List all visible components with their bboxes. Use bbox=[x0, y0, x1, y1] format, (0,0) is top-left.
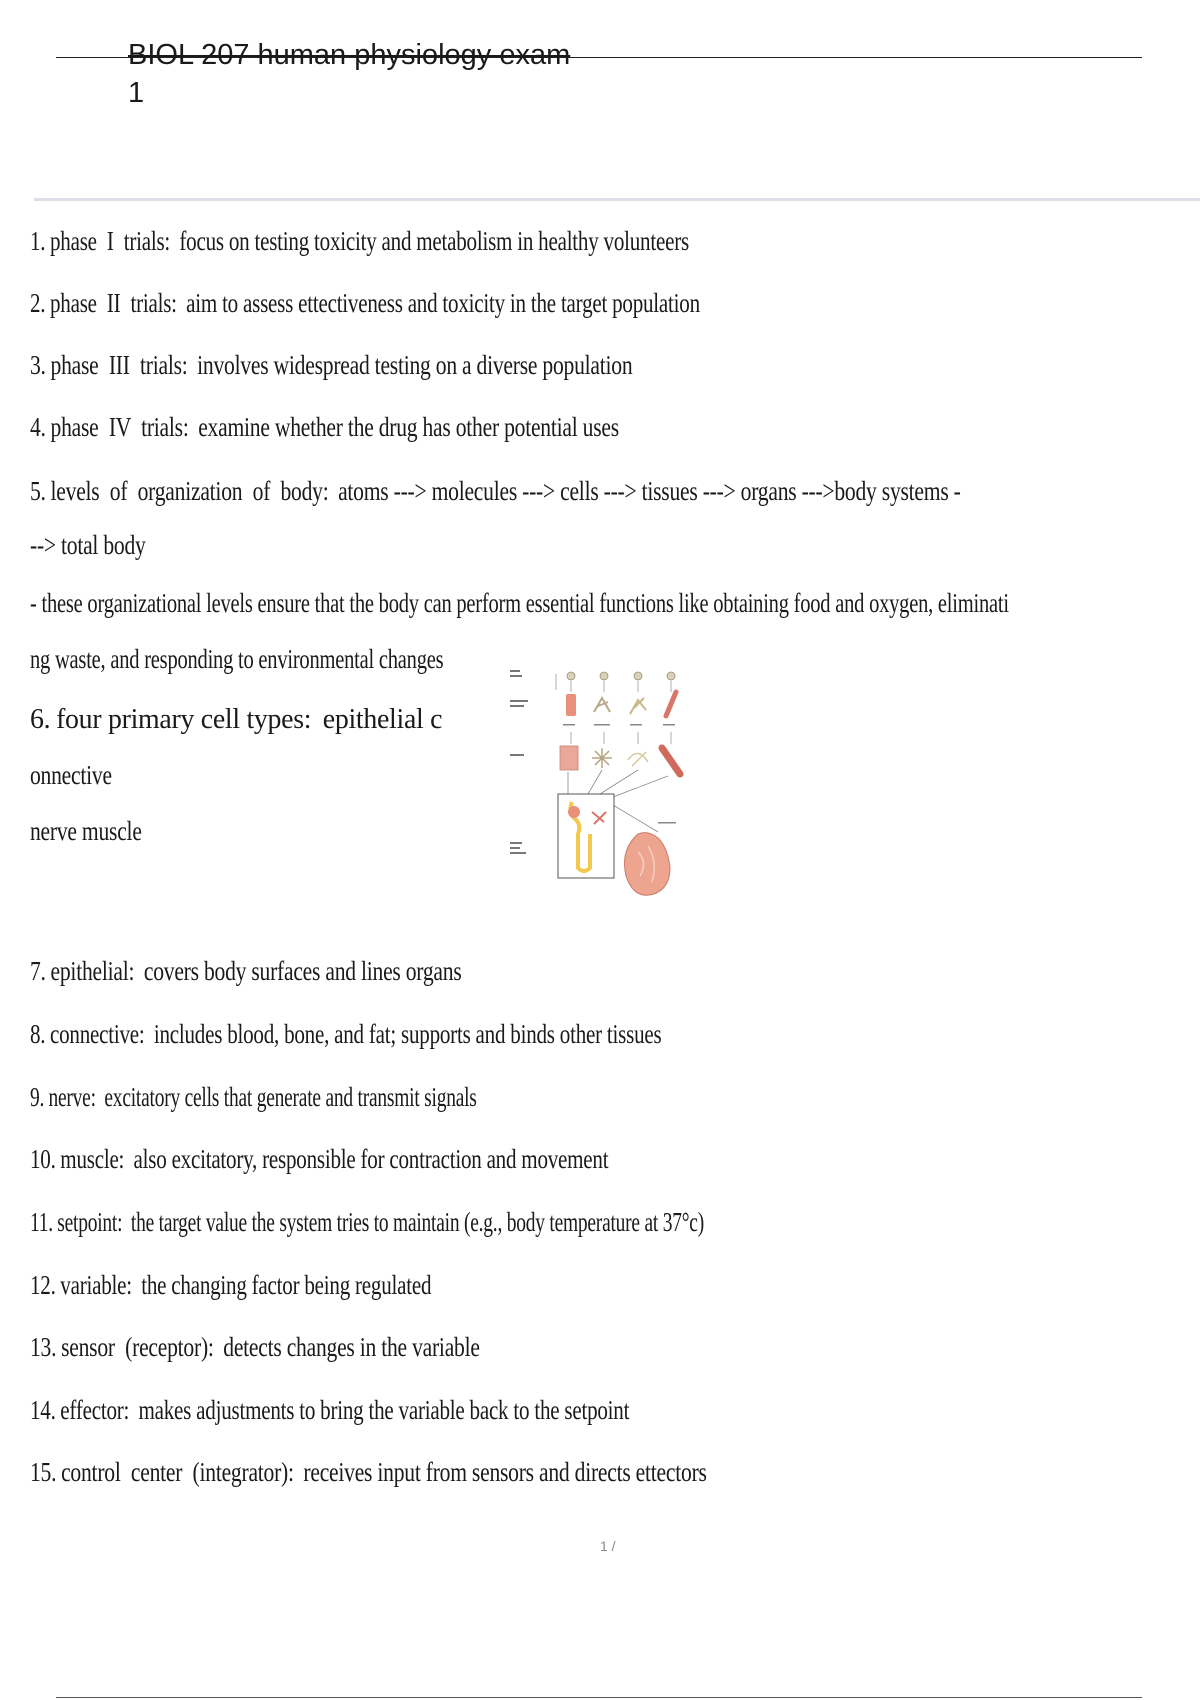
note-text: covers body surfaces and lines organs bbox=[143, 956, 462, 986]
note-number: 8. bbox=[30, 1019, 46, 1049]
note-number: 7. bbox=[30, 956, 46, 986]
note-term: phase II trials: bbox=[50, 288, 177, 318]
note-number: 3. bbox=[30, 350, 46, 380]
figure-functional-unit bbox=[558, 794, 614, 878]
note-text: the changing factor being regulated bbox=[141, 1270, 432, 1300]
note-term: nerve: bbox=[48, 1082, 96, 1112]
note-number: 5. bbox=[30, 476, 46, 506]
note-number: 4. bbox=[30, 412, 46, 442]
note-line bbox=[30, 586, 1009, 620]
cell-differentiation-figure bbox=[508, 662, 698, 912]
note-text: examine whether the drug has other potential uses bbox=[198, 412, 619, 442]
note-line bbox=[30, 1455, 707, 1489]
note-number: 2. bbox=[30, 288, 46, 318]
note-text: focus on testing toxicity and metabolism in healthy volunteers bbox=[179, 226, 689, 256]
note-term: phase III trials: bbox=[50, 350, 188, 380]
note-term: variable: bbox=[60, 1270, 132, 1300]
note-text: detects changes in the variable bbox=[223, 1332, 480, 1362]
note-text: epithelial c bbox=[322, 703, 443, 735]
document-title bbox=[128, 36, 570, 112]
note-text: aim to assess ettectiveness and toxicity in the target population bbox=[186, 288, 700, 318]
figure-row-labels bbox=[510, 670, 528, 854]
note-text: makes adjustments to bring the variable back to the setpoint bbox=[138, 1395, 630, 1425]
note-term: four primary cell types: bbox=[56, 703, 312, 735]
note-term: effector: bbox=[60, 1395, 130, 1425]
note-text: receives input from sensors and directs ettectors bbox=[303, 1457, 707, 1487]
note-number: 9. bbox=[30, 1082, 45, 1112]
page-number: 1 / bbox=[600, 1538, 616, 1554]
note-line bbox=[30, 954, 462, 988]
note-number: 15. bbox=[30, 1457, 57, 1487]
note-line bbox=[30, 814, 142, 848]
note-line bbox=[30, 528, 146, 562]
note-number: 14. bbox=[30, 1395, 56, 1425]
document-title-line1: BIOL 207 human physiology exam bbox=[128, 39, 571, 71]
note-text: also excitatory, responsible for contraction and movement bbox=[133, 1144, 609, 1174]
note-line bbox=[30, 702, 442, 736]
note-text: nerve muscle bbox=[30, 816, 142, 846]
footer-rule bbox=[56, 1697, 1142, 1698]
note-text: involves widespread testing on a diverse population bbox=[197, 350, 633, 380]
note-term: phase I trials: bbox=[50, 226, 171, 256]
note-line bbox=[30, 1205, 704, 1239]
note-line bbox=[30, 410, 619, 444]
note-text: excitatory cells that generate and transmit signals bbox=[104, 1082, 477, 1112]
note-number: 10. bbox=[30, 1144, 56, 1174]
note-term: epithelial: bbox=[50, 956, 135, 986]
note-line bbox=[30, 286, 700, 320]
note-line bbox=[30, 1142, 608, 1176]
note-term: connective: bbox=[50, 1019, 145, 1049]
note-text: includes blood, bone, and fat; supports and binds other tissues bbox=[153, 1019, 662, 1049]
note-term: control center (integrator): bbox=[61, 1457, 294, 1487]
note-number: 6. bbox=[30, 703, 51, 735]
note-line bbox=[30, 1268, 431, 1302]
figure-specialized-cells bbox=[566, 692, 676, 716]
note-term: levels of organization of body: bbox=[50, 476, 329, 506]
note-line bbox=[30, 1330, 480, 1364]
note-text: --> total body bbox=[30, 530, 146, 560]
note-line bbox=[30, 1393, 629, 1427]
note-line bbox=[30, 348, 632, 382]
note-line bbox=[30, 224, 689, 258]
figure-stem-cells bbox=[567, 672, 675, 680]
note-number: 11. bbox=[30, 1207, 53, 1237]
section-divider bbox=[34, 198, 1200, 201]
page-header bbox=[0, 0, 1200, 130]
note-text: the target value the system tries to maintain (e.g., body temperature at 37°c) bbox=[130, 1207, 704, 1237]
note-line bbox=[30, 1017, 661, 1051]
note-text: - these organizational levels ensure that the body can perform essential functions like obtaining food and oxygen, eliminati bbox=[30, 588, 1009, 618]
note-line bbox=[30, 758, 112, 792]
figure-organ-kidney bbox=[625, 822, 677, 895]
note-term: setpoint: bbox=[57, 1207, 123, 1237]
note-text: atoms ---> molecules ---> cells ---> tissues ---> organs --->body systems - bbox=[338, 476, 961, 506]
note-text: ng waste, and responding to environmental changes bbox=[30, 644, 444, 674]
note-term: muscle: bbox=[60, 1144, 125, 1174]
figure-tissues bbox=[560, 746, 680, 774]
note-line bbox=[30, 642, 443, 676]
note-number: 12. bbox=[30, 1270, 56, 1300]
note-term: sensor (receptor): bbox=[61, 1332, 214, 1362]
note-number: 1. bbox=[30, 226, 46, 256]
note-text: onnective bbox=[30, 760, 112, 790]
document-title-line2: 1 bbox=[128, 77, 145, 109]
note-term: phase IV trials: bbox=[50, 412, 189, 442]
note-line bbox=[30, 1080, 477, 1114]
note-line bbox=[30, 474, 961, 508]
note-number: 13. bbox=[30, 1332, 57, 1362]
